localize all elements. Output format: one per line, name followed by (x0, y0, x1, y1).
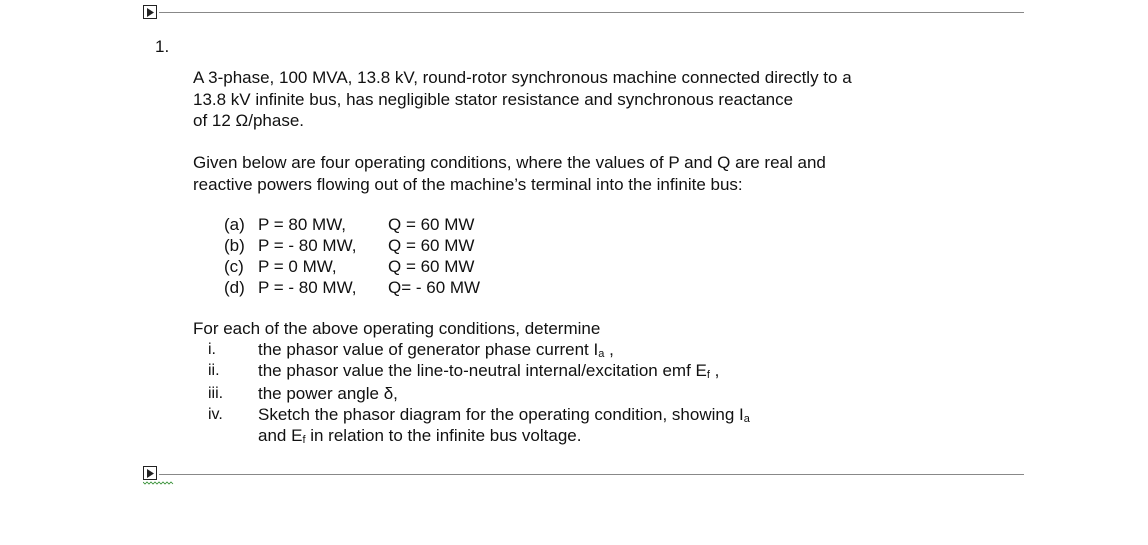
condition-p: P = - 80 MW, (258, 236, 357, 255)
condition-q: Q = 60 MW (388, 257, 475, 276)
task-item: the phasor value of generator phase current $I_a$ , (258, 340, 614, 360)
problem-line-3: of 12 Ω/phase. (193, 111, 305, 130)
condition-label: (b) (224, 236, 245, 255)
play-icon (147, 469, 154, 478)
divider-top (159, 12, 1024, 13)
divider-bottom (159, 474, 1024, 475)
task-number: i. (208, 341, 216, 358)
condition-p: P = 0 MW, (258, 257, 337, 276)
task-item-continuation: and $E_f$ in relation to the infinite bus voltage. (258, 426, 582, 446)
problem-line-1: A 3-phase, 100 MVA, 13.8 kV, round-rotor synchronous machine connected directly to a (193, 68, 852, 87)
given-statement (193, 152, 826, 195)
given-line-1: Given below are four operating conditions, where the values of P and Q are real and (193, 153, 826, 172)
condition-label: (c) (224, 257, 244, 276)
condition-label: (a) (224, 215, 245, 234)
given-line-2: reactive powers flowing out of the machine’s terminal into the infinite bus: (193, 174, 743, 194)
task-number: iii. (208, 385, 224, 402)
condition-q: Q = 60 MW (388, 215, 475, 234)
task-number: ii. (208, 362, 220, 379)
condition-q: Q= - 60 MW (388, 278, 481, 297)
determine-heading: For each of the above operating conditions, determine (193, 319, 601, 338)
task-item: Sketch the phasor diagram for the operating condition, showing $I_a$ (258, 405, 750, 425)
expand-marker-top[interactable] (143, 5, 157, 19)
task-item: the power angle δ, (258, 384, 398, 403)
spellcheck-underline (143, 481, 175, 485)
problem-line-2: 13.8 kV infinite bus, has negligible stator resistance and synchronous reactance (193, 89, 794, 109)
question-number: 1. (155, 37, 170, 56)
problem-statement (193, 67, 852, 132)
play-icon (147, 8, 154, 17)
task-number: iv. (208, 406, 223, 423)
condition-label: (d) (224, 278, 245, 297)
condition-q: Q = 60 MW (388, 236, 475, 255)
expand-marker-bottom[interactable] (143, 466, 157, 480)
condition-p: P = 80 MW, (258, 215, 347, 234)
task-item: the phasor value the line-to-neutral internal/excitation emf $E_f$ , (258, 361, 720, 381)
condition-p: P = - 80 MW, (258, 278, 357, 297)
